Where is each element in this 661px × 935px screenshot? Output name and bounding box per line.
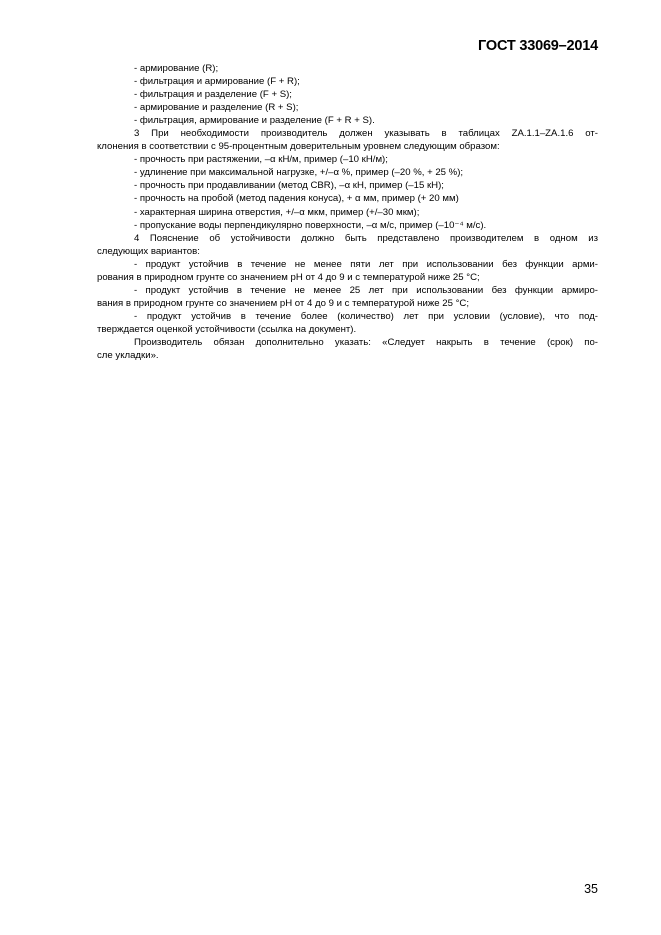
document-body: [97, 62, 598, 362]
page-number: 35: [584, 882, 598, 896]
text-line: следующих вариантов:: [97, 245, 200, 257]
text-line: клонения в соответствии с 95-процентным доверительным уровнем следующим образом:: [97, 141, 500, 153]
text-line: - фильтрация и разделение (F + S);: [134, 89, 292, 101]
text-line: 3 При необходимости производитель должен указывать в таблицах ZA.1.1–ZA.1.6 от-: [134, 128, 598, 140]
text-line: - продукт устойчив в течение более (количество) лет при условии (условие), что под-: [134, 310, 598, 322]
text-line: - прочность при растяжении, –α кН/м, пример (–10 кН/м);: [134, 154, 388, 166]
text-line: - продукт устойчив в течение не менее 25 лет при использовании без функции армиро-: [134, 284, 598, 296]
text-line: - прочность при продавливании (метод CBR), –α кН, пример (–15 кН);: [134, 180, 444, 192]
text-line: сле укладки».: [97, 350, 159, 362]
text-line: - армирование (R);: [134, 63, 219, 74]
text-line: - пропускание воды перпендикулярно поверхности, –α м/с, пример (–10⁻⁴ м/с).: [134, 219, 487, 231]
text-line: - прочность на пробой (метод падения конуса), + α мм, пример (+ 20 мм): [134, 193, 459, 205]
text-line: рования в природном грунте со значением pH от 4 до 9 и с температурой ниже 25 °С;: [97, 271, 480, 283]
text-line: - удлинение при максимальной нагрузке, +/–α %, пример (–20 %, + 25 %);: [134, 167, 464, 179]
text-line: Производитель обязан дополнительно указать: «Следует накрыть в течение (срок) по-: [134, 336, 598, 348]
document-header: ГОСТ 33069–2014: [478, 38, 598, 54]
text-line: - характерная ширина отверстия, +/–α мкм, пример (+/–30 мкм);: [134, 206, 420, 218]
text-line: - фильтрация и армирование (F + R);: [134, 76, 300, 88]
text-line: вания в природном грунте со значением pH от 4 до 9 и с температурой ниже 25 °С;: [97, 297, 470, 309]
text-line: 4 Пояснение об устойчивости должно быть представлено производителем в одном из: [134, 232, 598, 244]
text-line: тверждается оценкой устойчивости (ссылка на документ).: [97, 323, 357, 335]
text-line: - армирование и разделение (R + S);: [134, 102, 299, 114]
text-line: - продукт устойчив в течение не менее пяти лет при использовании без функции арми-: [134, 258, 598, 270]
text-line: - фильтрация, армирование и разделение (F + R + S).: [134, 115, 375, 127]
